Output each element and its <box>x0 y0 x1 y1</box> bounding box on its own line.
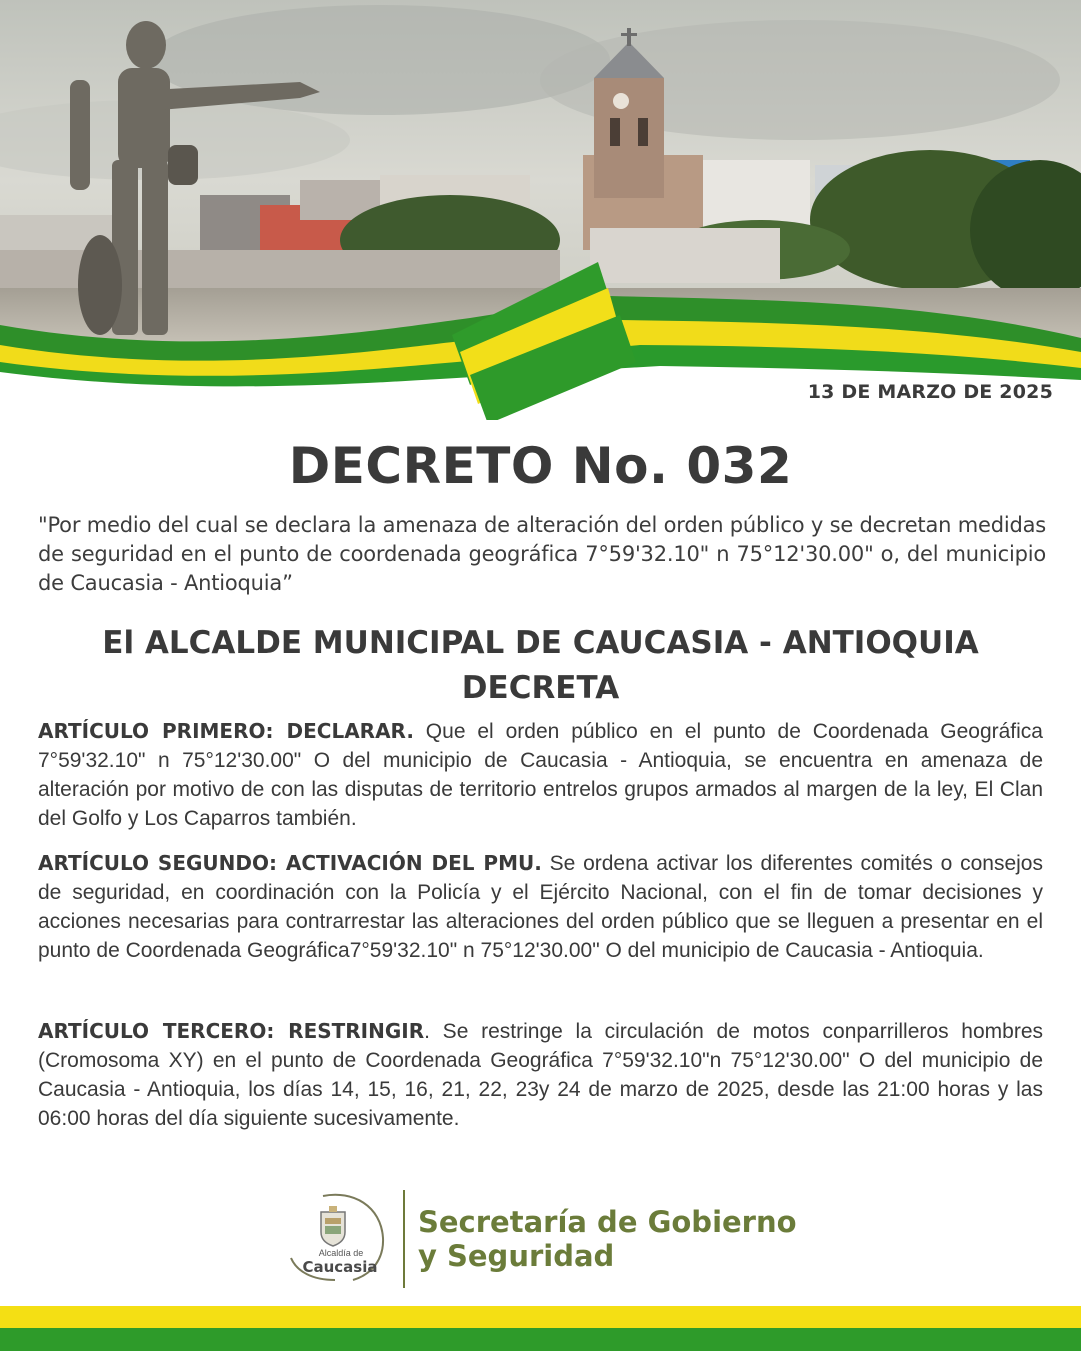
logo-name: Caucasia <box>302 1258 378 1276</box>
article-lead: ARTÍCULO PRIMERO: DECLARAR. <box>38 719 414 743</box>
footer-stripe-yellow <box>0 1306 1081 1328</box>
article-lead: ARTÍCULO TERCERO: RESTRINGIR <box>38 1019 425 1043</box>
article-body: Se ordena activar los diferentes comités o consejos de seguridad, en coordinación con la Policía y el Ejército Nacional, con el fin de tomar decisiones y acciones necesarias para contrarrestar las alteraciones del orden público que se lleguen a presentar en el punto de Coordenada Geográfica7°59'32.10" n 75°12'30.00" O del municipio de Caucasia - Antioquia. <box>38 852 1043 962</box>
logo-caption: Alcaldía de <box>318 1248 364 1258</box>
decree-date: 13 DE MARZO DE 2025 <box>807 381 1053 403</box>
office-name <box>418 1205 797 1273</box>
decree-title: DECRETO No. 032 <box>288 437 793 495</box>
town-photo <box>0 0 1081 420</box>
authority-heading <box>0 621 1081 711</box>
footer-stripe-green <box>0 1328 1081 1351</box>
alcaldia-logo <box>283 1188 393 1284</box>
office-line-2: y Seguridad <box>418 1239 615 1273</box>
footer-divider <box>403 1190 405 1288</box>
authority-line: El ALCALDE MUNICIPAL DE CAUCASIA - ANTIOQUIA <box>102 625 979 661</box>
article-third <box>38 1017 1043 1133</box>
article-second <box>38 849 1043 965</box>
office-line-1: Secretaría de Gobierno <box>418 1205 797 1239</box>
header-banner <box>0 0 1081 420</box>
decree-subject: "Por medio del cual se declara la amenaza de alteración del orden público y se decretan medidas de seguridad en el punto de coordenada geográfica 7°59'32.10" n 75°12'30.00" o, del municipio de Caucasia - Antioquia” <box>38 513 1046 595</box>
article-first <box>38 717 1043 833</box>
article-body: . Se restringe la circulación de motos conparrilleros hombres (Cromosoma XY) en el punto de Coordenada Geográfica 7°59'32.10"n 75°12'30.00" O del municipio de Caucasia - Antioquia, los días 14, 15, 16, 21, 22, 23y 24 de marzo de 2025, desde las 21:00 horas y las 06:00 horas del día siguiente sucesivamente. <box>38 1020 1043 1130</box>
decreta-line: DECRETA <box>461 670 620 706</box>
article-lead: ARTÍCULO SEGUNDO: ACTIVACIÓN DEL PMU. <box>38 851 542 875</box>
article-body: Que el orden público en el punto de Coordenada Geográfica 7°59'32.10" n 75°12'30.00" O del municipio de Caucasia - Antioquia, se encuentra en amenaza de alteración por motivo de con las disputas de territorio entrelos grupos armados al margen de la ley, El Clan del Golfo y Los Caparros también. <box>38 720 1043 830</box>
